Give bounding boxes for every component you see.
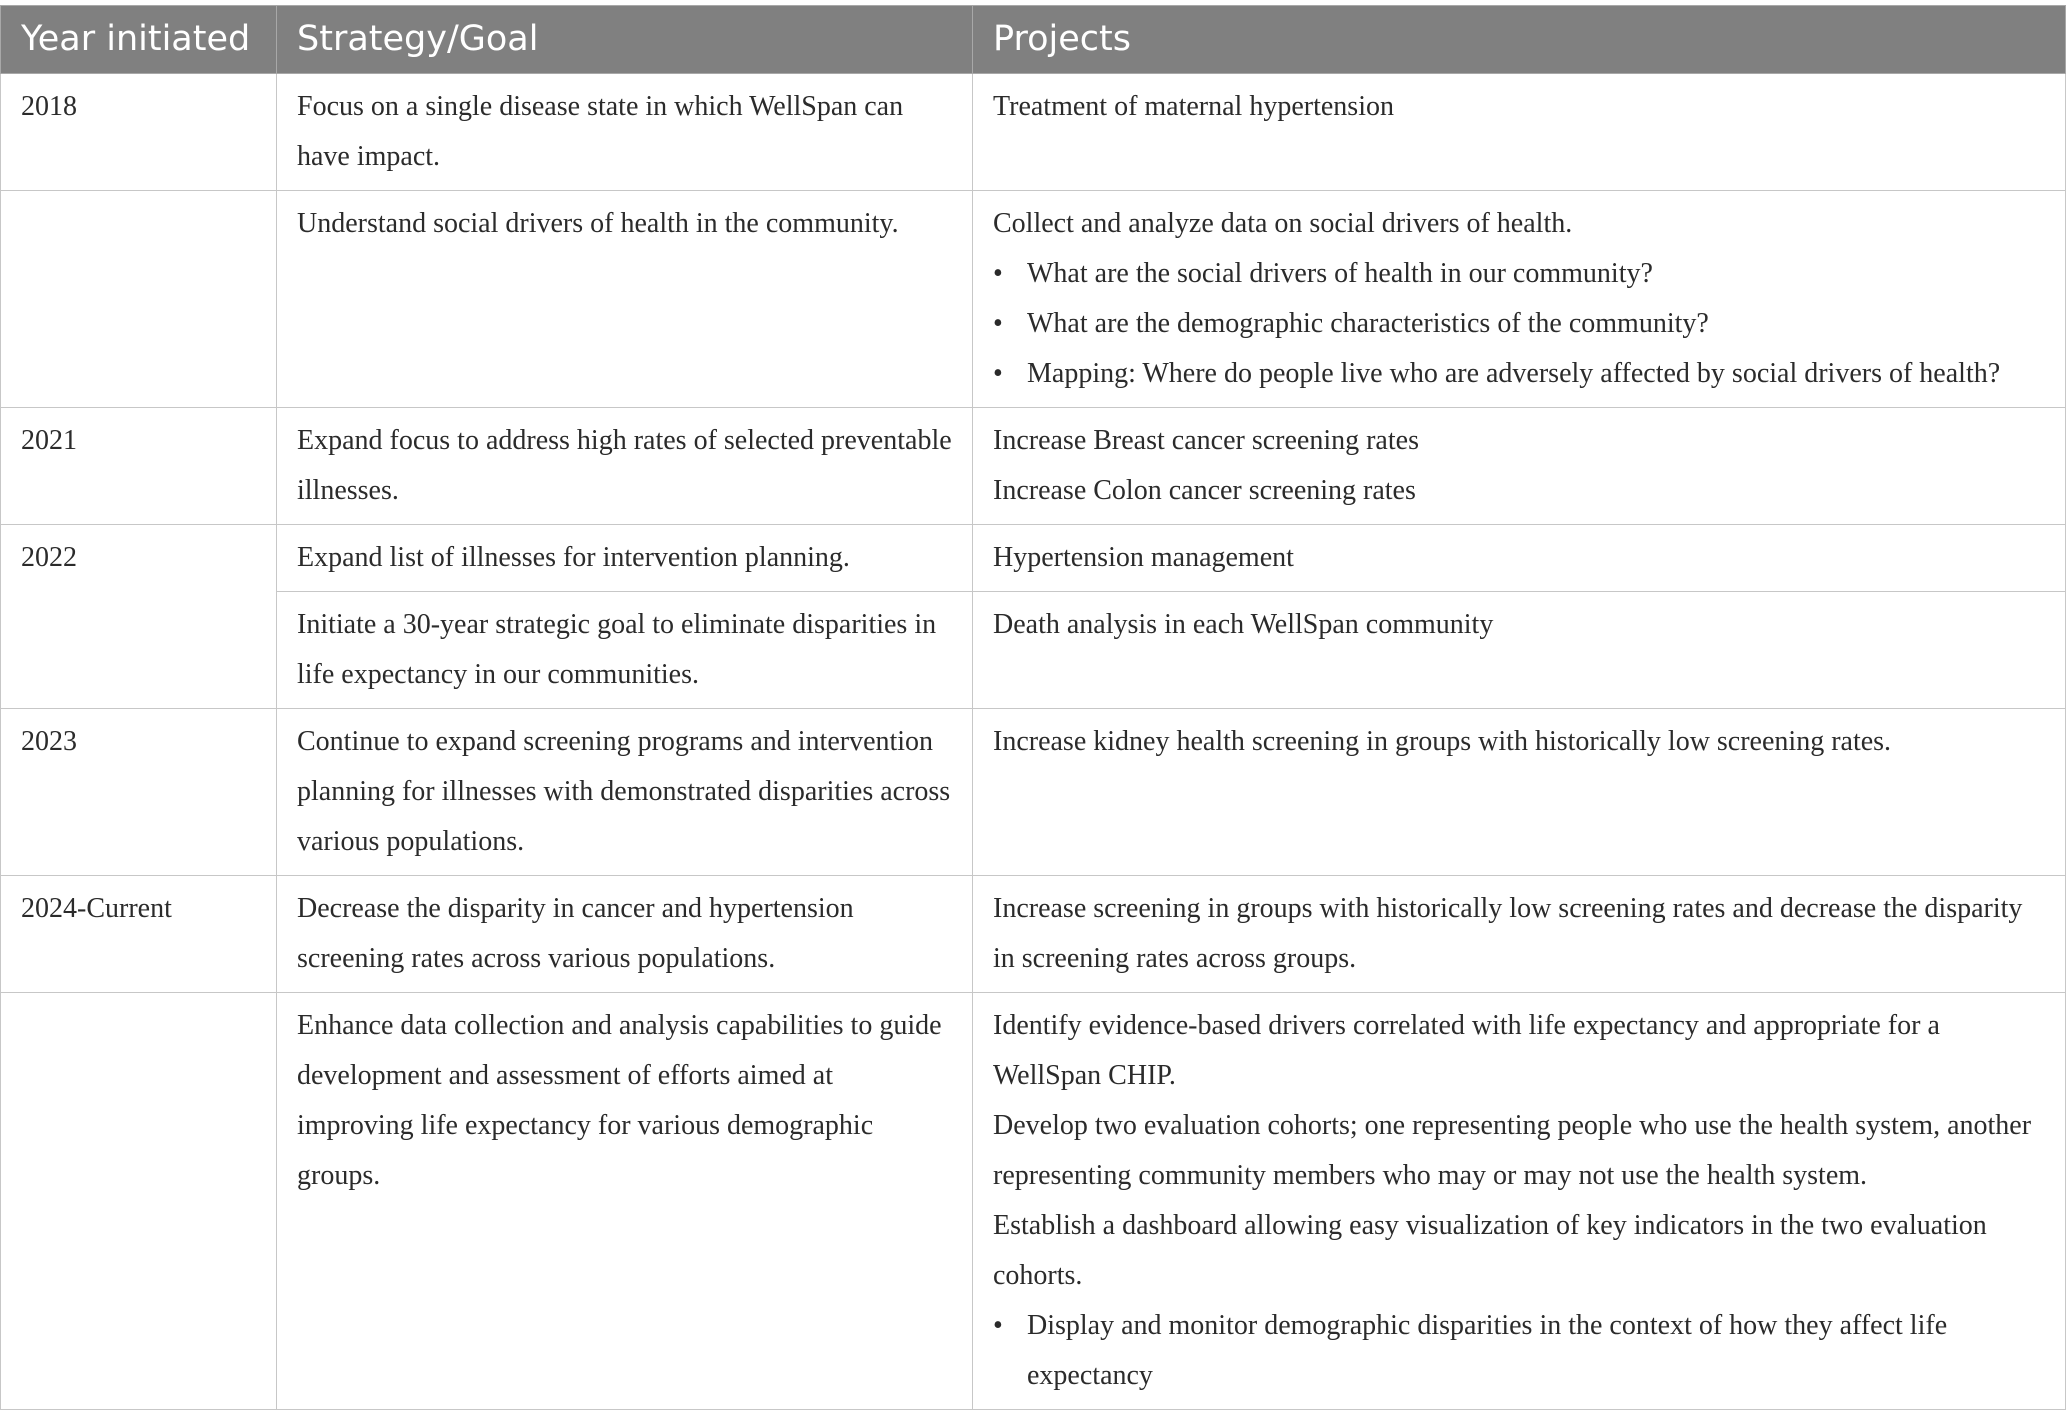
project-text: Increase Breast cancer screening rates [993, 425, 1419, 456]
strategy-cell: Expand list of illnesses for intervention planning. [277, 525, 973, 592]
projects-cell [973, 408, 2066, 525]
project-text: Increase screening in groups with historically low screening rates and decrease the disparity in screening rates across groups. [993, 893, 2023, 974]
table-row [1, 709, 2066, 876]
projects-cell [973, 993, 2066, 1410]
strategy-cell: Understand social drivers of health in the community. [277, 191, 973, 408]
projects-cell [973, 876, 2066, 993]
project-text: Establish a dashboard allowing easy visualization of key indicators in the two evaluation cohorts. [993, 1210, 1987, 1291]
table-row [1, 876, 2066, 993]
project-text: Hypertension management [993, 542, 1294, 573]
strategy-cell: Focus on a single disease state in which WellSpan can have impact. [277, 74, 973, 191]
table-row [1, 191, 2066, 408]
strategy-cell: Decrease the disparity in cancer and hypertension screening rates across various populations. [277, 876, 973, 993]
project-text: Treatment of maternal hypertension [993, 91, 1394, 122]
project-text: Identify evidence-based drivers correlated with life expectancy and appropriate for a WellSpan CHIP. [993, 1010, 1940, 1091]
bullet-list [993, 249, 2045, 399]
bullet-item: • Display and monitor demographic disparities in the context of how they affect life expectancy [993, 1301, 2045, 1401]
header-year: Year initiated [1, 6, 277, 74]
header-projects: Projects [973, 6, 2066, 74]
year-cell: 2018 [1, 74, 277, 191]
projects-cell [973, 191, 2066, 408]
strategy-table [0, 5, 2066, 1410]
project-text: Develop two evaluation cohorts; one representing people who use the health system, another representing community members who may or may not use the health system. [993, 1110, 2032, 1191]
projects-cell [973, 74, 2066, 191]
table-row [1, 592, 2066, 709]
strategy-cell: Enhance data collection and analysis capabilities to guide development and assessment of efforts aimed at improving life expectancy for various demographic groups. [277, 993, 973, 1410]
header-row [1, 6, 2066, 74]
header-strategy: Strategy/Goal [277, 6, 973, 74]
project-text: Death analysis in each WellSpan community [993, 609, 1494, 640]
project-text: Increase kidney health screening in groups with historically low screening rates. [993, 726, 1892, 757]
project-text: Collect and analyze data on social drivers of health. [993, 208, 1573, 239]
bullet-list [993, 1301, 2045, 1401]
year-cell: 2021 [1, 408, 277, 525]
strategy-cell: Continue to expand screening programs and intervention planning for illnesses with demonstrated disparities across various populations. [277, 709, 973, 876]
project-text: Increase Colon cancer screening rates [993, 475, 1416, 506]
year-cell: 2023 [1, 709, 277, 876]
year-cell: 2022 [1, 525, 277, 709]
table-row [1, 525, 2066, 592]
table-container [0, 5, 2065, 1410]
projects-cell [973, 525, 2066, 592]
table-header [1, 6, 2066, 74]
strategy-cell: Initiate a 30-year strategic goal to eliminate disparities in life expectancy in our communities. [277, 592, 973, 709]
strategy-cell: Expand focus to address high rates of selected preventable illnesses. [277, 408, 973, 525]
table-row [1, 993, 2066, 1410]
bullet-item: • Mapping: Where do people live who are adversely affected by social drivers of health? [993, 349, 2045, 399]
table-row [1, 408, 2066, 525]
bullet-item: • What are the demographic characteristics of the community? [993, 299, 2045, 349]
year-cell [1, 993, 277, 1410]
table-body [1, 74, 2066, 1410]
year-cell: 2024-Current [1, 876, 277, 993]
bullet-item: • What are the social drivers of health in our community? [993, 249, 2045, 299]
projects-cell [973, 592, 2066, 709]
table-row [1, 74, 2066, 191]
year-cell [1, 191, 277, 408]
projects-cell [973, 709, 2066, 876]
